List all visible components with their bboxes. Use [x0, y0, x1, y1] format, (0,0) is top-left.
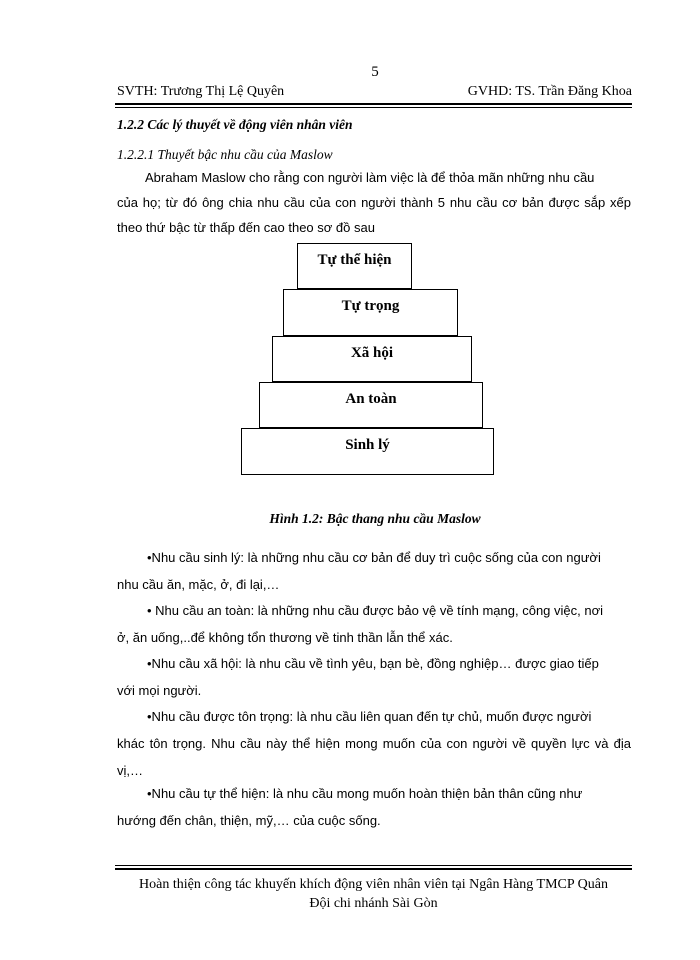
intro-rest: của họ; từ đó ông chia nhu cầu của con người thành 5 nhu cầu cơ bản được sắp xếp theo thứ bậc từ thấp đến cao theo sơ đồ sau [117, 195, 631, 235]
bullet-safety [117, 597, 631, 651]
bullet-physiological [117, 544, 631, 598]
intro-first-line: Abraham Maslow cho rằng con người làm việc là để thỏa mãn những nhu cầu [145, 170, 595, 185]
footer-line-1: Hoàn thiện công tác khuyến khích động viên nhân viên tại Ngân Hàng TMCP Quân [139, 877, 608, 892]
subsection-heading: 1.2.2.1 Thuyết bậc nhu cầu của Maslow [117, 147, 333, 162]
page-header [117, 84, 632, 100]
page-number: 5 [371, 64, 379, 80]
bullet-rest: với mọi người. [117, 683, 202, 698]
figure-caption: Hình 1.2: Bậc thang nhu cầu Maslow [269, 511, 481, 526]
bullet-first-line: •Nhu cầu xã hội: là nhu cầu về tình yêu, bạn bè, đồng nghiệp… được giao tiếp [147, 656, 599, 671]
bullet-rest: hướng đến chân, thiện, mỹ,… của cuộc sống. [117, 813, 381, 828]
intro-paragraph [117, 165, 631, 240]
header-advisor: GVHD: TS. Trần Đăng Khoa [467, 84, 632, 99]
footer-rule [115, 868, 632, 870]
bullet-first-line: •Nhu cầu tự thể hiện: là nhu cầu mong muốn hoàn thiện bản thân cũng như [147, 786, 583, 801]
bullet-esteem [117, 703, 631, 784]
bullet-rest: ở, ăn uống,..để không tổn thương về tinh thần lẫn thể xác. [117, 630, 453, 645]
header-student: SVTH: Trương Thị Lệ Quyên [117, 84, 285, 99]
bullet-first-line: • Nhu cầu an toàn: là những nhu cầu được bảo vệ về tính mạng, công việc, nơi [147, 603, 604, 618]
pyramid-level-safety: An toàn [259, 382, 483, 428]
footer-line-2: Đội chi nhánh Sài Gòn [309, 896, 438, 911]
pyramid-level-physiological: Sinh lý [241, 428, 494, 475]
bullet-rest: khác tôn trọng. Nhu cầu này thể hiện mong muốn của con người về quyền lực và địa vị,… [117, 736, 631, 778]
section-heading: 1.2.2 Các lý thuyết về động viên nhân viên [117, 117, 353, 132]
page-footer [110, 875, 637, 913]
pyramid-level-esteem: Tự trọng [283, 289, 458, 336]
bullet-first-line: •Nhu cầu sinh lý: là những nhu cầu cơ bản để duy trì cuộc sống của con người [147, 550, 601, 565]
bullet-social [117, 650, 631, 704]
footer-rule-thin [115, 865, 632, 866]
bullet-self-actualization [117, 780, 631, 834]
header-rule [115, 103, 632, 105]
pyramid-level-self-actualization: Tự thể hiện [297, 243, 412, 289]
pyramid-level-social: Xã hội [272, 336, 472, 382]
header-rule-thin [115, 107, 632, 108]
bullet-rest: nhu cầu ăn, mặc, ở, đi lại,… [117, 577, 280, 592]
bullet-first-line: •Nhu cầu được tôn trọng: là nhu cầu liên quan đến tự chủ, muốn được người [147, 709, 592, 724]
